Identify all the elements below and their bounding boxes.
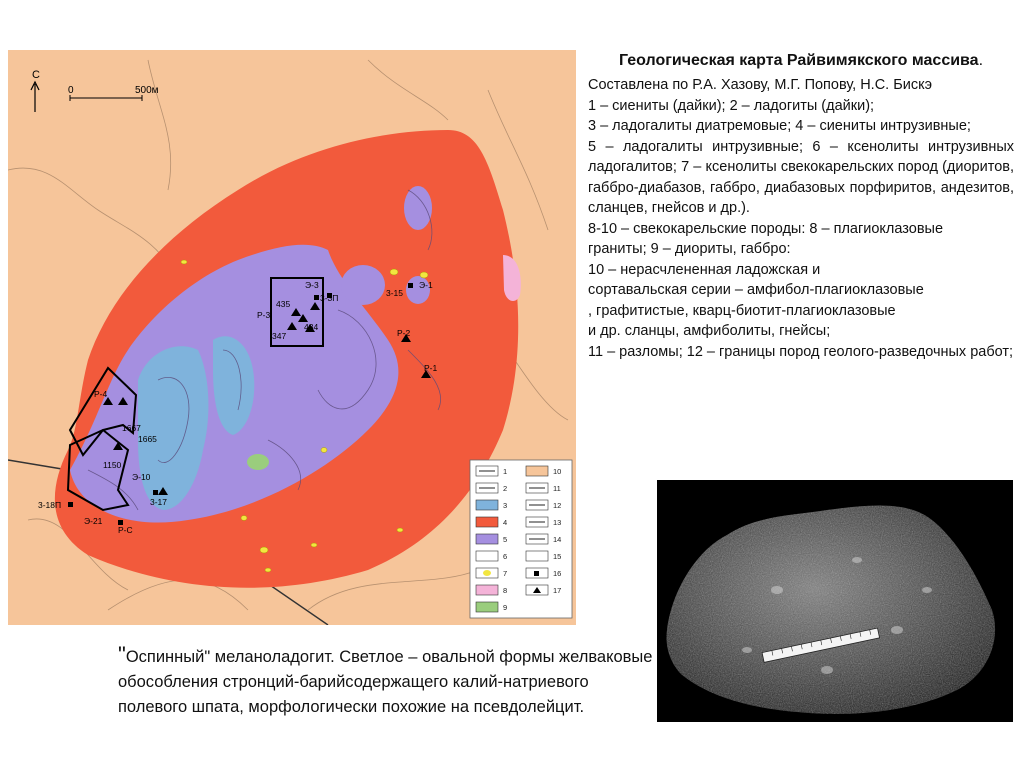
- legend-swatch-4: [476, 517, 498, 527]
- label-e10: Э-10: [132, 472, 151, 482]
- legend-swatch-10: [526, 466, 548, 476]
- label-e3p: 3-3П: [320, 293, 339, 303]
- legend-number-6: 6: [503, 552, 508, 561]
- label-435: 435: [276, 299, 291, 309]
- legend-number-12: 12: [553, 501, 562, 510]
- label-e18: 3-18П: [38, 500, 62, 510]
- label-p4: Р-4: [94, 389, 108, 399]
- legend-line-4: ладогалитов; 7 – ксенолиты свекокарельских пород (диоритов, габбро-диабазов, габбро, диабазовых порфиритов, андезитов, сланцев, гнейсов и др.).: [588, 159, 1014, 216]
- caption-text: Оспинный" меланоладогит. Светлое – овальной формы желваковые обособления стронций-барийсодержащего калий-натриевого полевого шпата, морфологически похожие на псевдолейцит.: [118, 648, 653, 716]
- legend-line-11: 11 – разломы; 12 – границы пород геолого-разведочных работ;: [588, 343, 1014, 360]
- legend-number-4: 4: [503, 518, 508, 527]
- legend-line-3: 5 – ладогалиты интрузивные; 6 – ксенолиты интрузивных: [588, 138, 1014, 155]
- legend-line-10: и др. сланцы, амфиболиты, гнейсы;: [588, 323, 831, 339]
- gabbro-body: [247, 454, 269, 470]
- legend-line-9: , графитистые, кварц-биотит-плагиоклазовые: [588, 302, 896, 319]
- legend-swatch-9: [476, 602, 498, 612]
- author-line: Составлена по Р.А. Хазову, М.Г. Попову, Н.С. Бискэ: [588, 77, 933, 93]
- legend-number-2: 2: [503, 484, 508, 493]
- legend-line-6: граниты; 9 – диориты, габбро:: [588, 241, 791, 257]
- scale-distance: 500м: [135, 85, 159, 96]
- legend-line-5: 8-10 – свекокарельские породы: 8 – плагиоклазовые: [588, 220, 944, 237]
- legend-number-17: 17: [553, 586, 562, 595]
- legend-number-15: 15: [553, 552, 562, 561]
- north-label: С: [32, 69, 40, 81]
- caption-quote: ": [118, 642, 126, 667]
- legend-symbol-7: [483, 570, 491, 576]
- geological-map: [8, 50, 576, 625]
- label-1665: 1665: [138, 434, 157, 444]
- legend-swatch-8: [476, 585, 498, 595]
- legend-number-7: 7: [503, 569, 508, 578]
- legend-line-8: сортавальская серии – амфибол-плагиоклазовые: [588, 282, 924, 298]
- legend-number-3: 3: [503, 501, 508, 510]
- legend-number-14: 14: [553, 535, 562, 544]
- legend-number-8: 8: [503, 586, 508, 595]
- legend-number-10: 10: [553, 467, 562, 476]
- legend-swatch-6: [476, 551, 498, 561]
- map-title: Геологическая карта Райвимякского массива.: [618, 52, 984, 69]
- label-p1: Р-1: [424, 363, 438, 373]
- legend-number-16: 16: [553, 569, 562, 578]
- map-legend: [470, 460, 572, 618]
- legend-number-1: 1: [503, 467, 508, 476]
- photo-caption: [118, 642, 653, 720]
- ladogalite-small-1: [341, 265, 385, 305]
- label-e21: Э-21: [84, 516, 103, 526]
- label-e3: Э-3: [305, 280, 319, 290]
- label-p2: Р-2: [397, 328, 411, 338]
- legend-swatch-3: [476, 500, 498, 510]
- label-434: 434: [304, 322, 319, 332]
- legend-number-9: 9: [503, 603, 508, 612]
- scale-zero: 0: [68, 85, 74, 96]
- label-rc: Р-С: [118, 525, 133, 535]
- label-e15: 3-15: [386, 288, 404, 298]
- label-1667: 1667: [122, 423, 141, 433]
- label-e1: Э-1: [419, 280, 433, 290]
- rock-specimen-photo: [657, 480, 1013, 722]
- label-p3: Р-3: [257, 310, 271, 320]
- legend-line-7: 10 – нерасчлененная ладожская и: [588, 261, 821, 278]
- map-description: [588, 50, 1014, 362]
- legend-swatch-5: [476, 534, 498, 544]
- ladogalite-small-2: [404, 186, 432, 230]
- legend-swatch-15: [526, 551, 548, 561]
- legend-number-11: 11: [553, 484, 561, 493]
- legend-line-2: 3 – ладогалиты диатремовые; 4 – сиениты интрузивные;: [588, 118, 971, 134]
- legend-symbol-16: [534, 571, 539, 576]
- legend-line-1: 1 – сиениты (дайки); 2 – ладогиты (дайки);: [588, 97, 875, 114]
- label-e17: 3-17: [150, 497, 168, 507]
- legend-number-5: 5: [503, 535, 508, 544]
- label-347: 347: [272, 331, 287, 341]
- legend-number-13: 13: [553, 518, 562, 527]
- label-1150: 1150: [103, 460, 122, 470]
